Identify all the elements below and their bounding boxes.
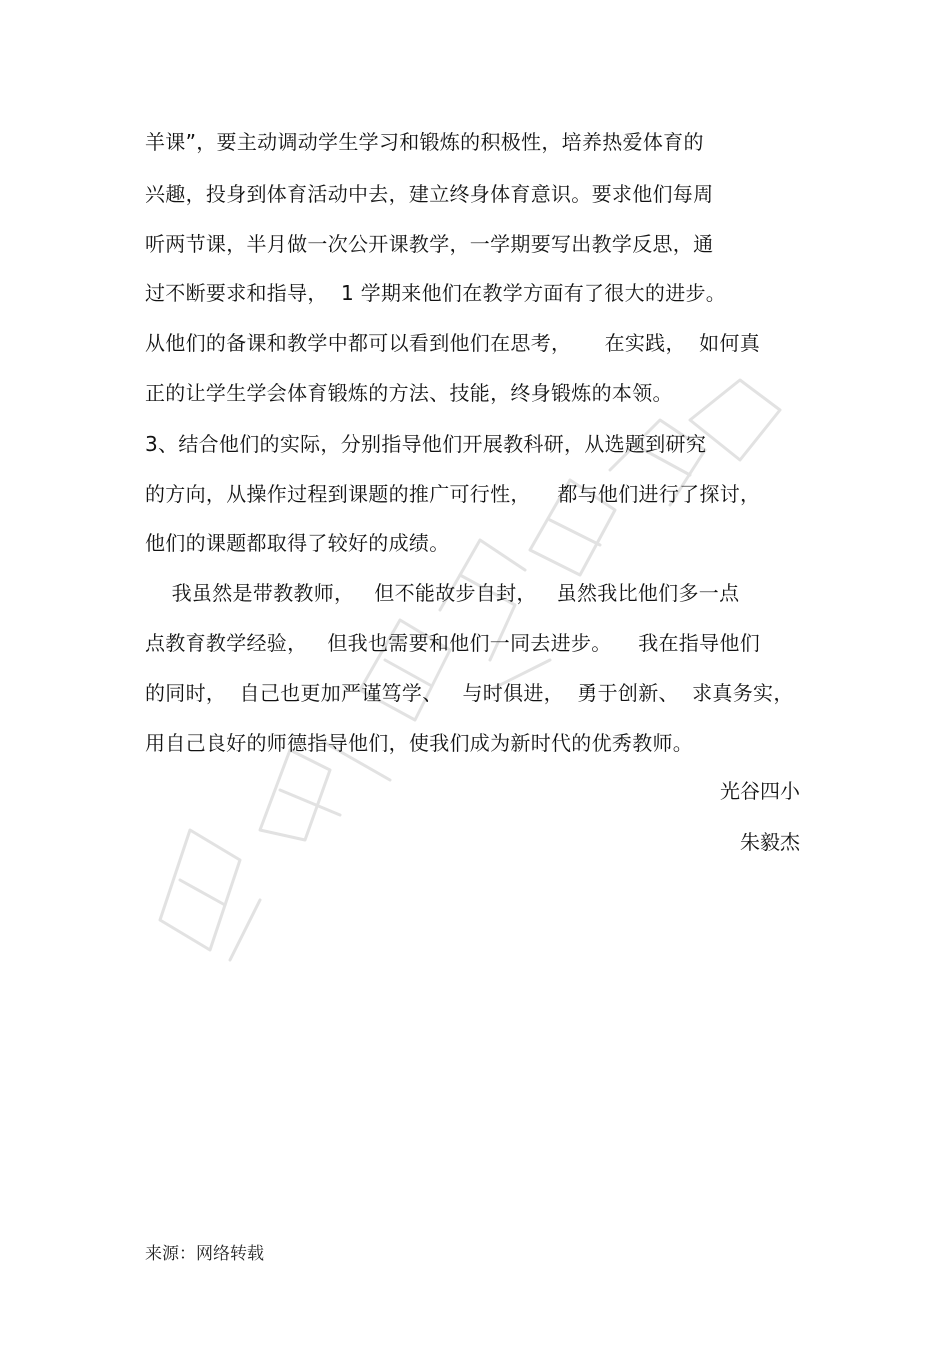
- paragraph-line-8: 的方向，从操作过程到课题的推广可行性， 都与他们进行了探讨，: [145, 482, 761, 506]
- paragraph-line-9: 他们的课题都取得了较好的成绩。: [145, 531, 450, 555]
- paragraph-line-4: 过不断要求和指导， 1 学期来他们在教学方面有了很大的进步。: [145, 281, 727, 305]
- source-note: 来源：网络转载: [145, 1244, 264, 1264]
- paragraph-line-5: 从他们的备课和教学中都可以看到他们在思考， 在实践， 如何真: [145, 331, 761, 355]
- paragraph-line-7: 3、结合他们的实际，分别指导他们开展教科研，从选题到研究: [145, 432, 707, 456]
- paragraph-line-13: 用自己良好的师德指导他们，使我们成为新时代的优秀教师。: [145, 731, 694, 755]
- signature-name: 朱毅杰: [740, 830, 800, 854]
- paragraph-line-1: 羊课”，要主动调动学生学习和锻炼的积极性，培养热爱体育的: [145, 130, 704, 154]
- paragraph-line-11: 点教育教学经验， 但我也需要和他们一同去进步。 我在指导他们: [145, 631, 761, 655]
- paragraph-line-10: 我虽然是带教教师， 但不能故步自封， 虽然我比他们多一点: [145, 581, 740, 605]
- paragraph-line-12: 的同时， 自己也更加严谨笃学、 与时俱进， 勇于创新、 求真务实，: [145, 681, 794, 705]
- paragraph-line-3: 听两节课，半月做一次公开课教学，一学期要写出教学反思，通: [145, 232, 714, 256]
- signature-school: 光谷四小: [720, 779, 800, 803]
- paragraph-line-2: 兴趣，投身到体育活动中去，建立终身体育意识。要求他们每周: [145, 182, 714, 206]
- paragraph-line-6: 正的让学生学会体育锻炼的方法、技能，终身锻炼的本领。: [145, 381, 673, 405]
